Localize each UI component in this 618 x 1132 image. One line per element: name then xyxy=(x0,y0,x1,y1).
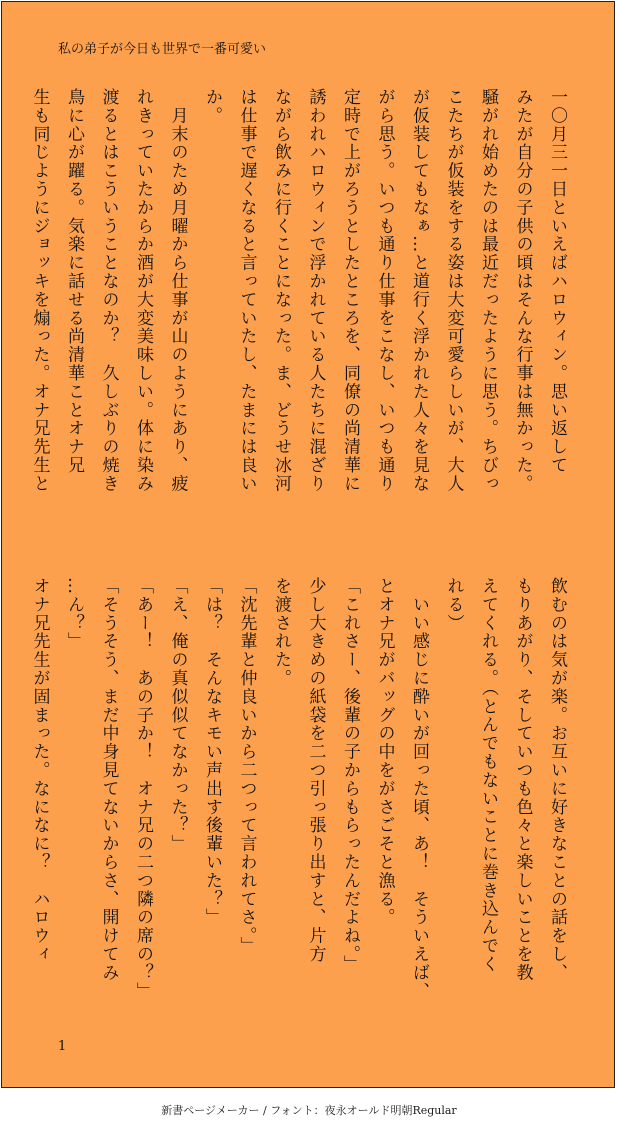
page-number: 1 xyxy=(58,1039,67,1054)
text-line: 生も同じようにジョッキを煽った。オナ兄先生と xyxy=(29,88,50,493)
text-line: がら思う。いつも通り仕事をこなし、いつも通り xyxy=(374,88,395,493)
text-line: とオナ兄がバッグの中をがさごそと漁る。 xyxy=(374,577,395,927)
text-line: 「え、俺の真似似てなかった？」 xyxy=(167,577,188,853)
text-line: 一〇月三一日といえばハロウィン。思い返して xyxy=(547,88,567,475)
text-line: 定時で上がろうとしたところを、同僚の尚清華に xyxy=(340,88,360,493)
text-line: 誘われハロウィンで浮かれている人たちに混ざり xyxy=(305,88,326,493)
text-line: 飲むのは気が楽。お互いに好きなことの話をし、 xyxy=(547,577,567,982)
book-page xyxy=(1,1,615,1088)
text-line: か。 xyxy=(202,88,222,125)
text-line: ながら飲みに行くことになった。ま、どうせ冰河 xyxy=(271,88,291,493)
text-line: 少し大きめの紙袋を二つ引っ張り出すと、片方 xyxy=(305,577,326,964)
text-line: を渡された。 xyxy=(271,577,291,688)
text-column-bottom xyxy=(29,577,574,1017)
text-column-top xyxy=(29,88,574,528)
text-line: …ん？」 xyxy=(64,577,84,651)
text-line: れる） xyxy=(443,577,464,633)
text-line: 鳥に心が躍る。気楽に話せる尚清華ことオナ兄 xyxy=(64,88,84,475)
text-line: が仮装してもなぁ…と道行く浮かれた人々を見な xyxy=(409,88,429,493)
text-line: 「は？ そんなキモい声出す後輩いた？」 xyxy=(202,577,222,927)
text-line: 騒がれ始めたのは最近だったように思う。ちびっ xyxy=(478,88,498,493)
text-line: いい感じに酔いが回った頃、あ！ そういえば、 xyxy=(409,577,429,1001)
text-line: えてくれる。（とんでもないことに巻き込んでく xyxy=(478,577,498,974)
text-line: 「これさー、後輩の子からもらったんだよね。」 xyxy=(340,577,360,974)
text-line: れきっていたからか酒が大変美味しい。体に染み xyxy=(133,88,153,493)
text-line: 「あー！ あの子か！ オナ兄の二つ隣の席の？」 xyxy=(133,577,153,1001)
text-line: 渡るとはこういうことなのか？ 久しぶりの焼き xyxy=(98,88,119,493)
text-line: 月末のため月曜から仕事が山のようにあり、疲 xyxy=(167,88,188,493)
footer-credit: 新書ページメーカー / フォント：夜永オールド明朝Regular xyxy=(161,1104,457,1117)
text-line: は仕事で遅くなると言っていたし、たまには良い xyxy=(236,88,257,493)
text-line: もりあがり、そしていつも色々と楽しいことを教 xyxy=(512,577,533,982)
text-line: 「沈先輩と仲良いから二つって言われてさ。」 xyxy=(236,577,257,955)
page-title: 私の弟子が今日も世界で一番可愛い xyxy=(58,42,267,57)
text-line: みたが自分の子供の頃はそんな行事は無かった。 xyxy=(512,88,533,493)
text-line: 「そうそう、まだ中身見てないからさ、開けてみ xyxy=(98,577,119,982)
text-line: オナ兄先生が固まった。なになに？ ハロウィ xyxy=(29,577,50,964)
text-line: こたちが仮装をする姿は大変可愛らしいが、大人 xyxy=(443,88,464,493)
